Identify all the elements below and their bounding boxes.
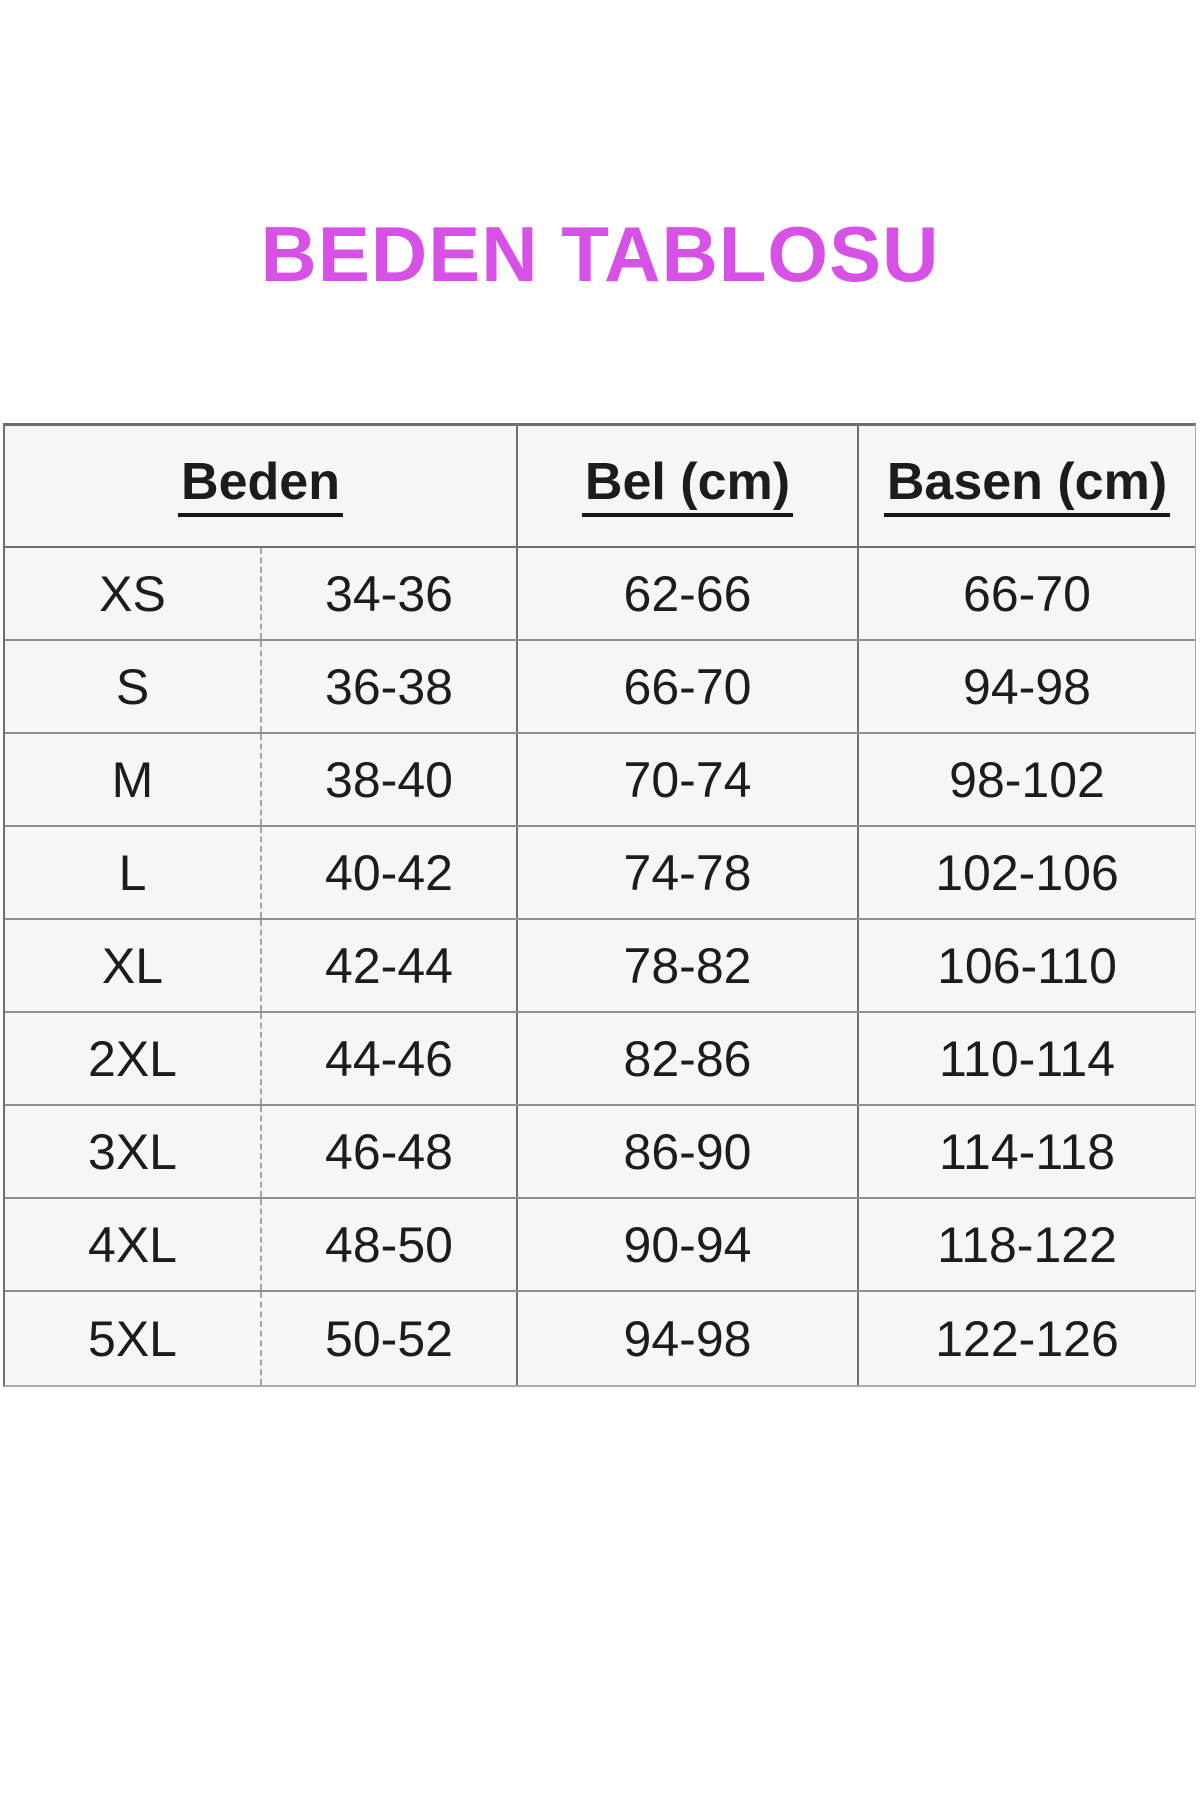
size-label-cell	[5, 827, 262, 918]
size-label: XS	[99, 565, 166, 622]
size-label: XL	[101, 937, 164, 994]
waist-value: 94-98	[623, 1310, 752, 1367]
column-header-bel	[518, 426, 859, 546]
table-row	[5, 641, 1195, 734]
hip-value: 106-110	[937, 937, 1117, 994]
table-row	[5, 734, 1195, 827]
size-range-cell	[262, 734, 518, 825]
column-header-beden	[5, 426, 518, 546]
size-label: M	[111, 751, 154, 808]
size-label-cell	[5, 1199, 262, 1290]
waist-cell	[518, 827, 859, 918]
size-label-cell	[5, 1292, 262, 1385]
table-row	[5, 1292, 1195, 1385]
size-label: L	[118, 844, 147, 901]
waist-cell	[518, 1199, 859, 1290]
waist-cell	[518, 1292, 859, 1385]
waist-cell	[518, 734, 859, 825]
waist-value: 78-82	[623, 937, 752, 994]
waist-value: 86-90	[623, 1123, 752, 1180]
hip-cell	[859, 1106, 1195, 1197]
size-range-value: 36-38	[325, 658, 453, 715]
waist-cell	[518, 920, 859, 1011]
size-table	[3, 423, 1196, 1387]
hip-cell	[859, 827, 1195, 918]
table-row	[5, 827, 1195, 920]
column-header-basen-label: Basen (cm)	[884, 456, 1170, 517]
size-range-cell	[262, 827, 518, 918]
size-label-cell	[5, 734, 262, 825]
waist-value: 82-86	[623, 1030, 752, 1087]
waist-cell	[518, 1013, 859, 1104]
waist-value: 62-66	[623, 565, 752, 622]
size-label-cell	[5, 1106, 262, 1197]
hip-value: 94-98	[963, 658, 1091, 715]
waist-value: 74-78	[623, 844, 752, 901]
size-label-cell	[5, 1013, 262, 1104]
column-header-bel-label: Bel (cm)	[582, 456, 793, 517]
waist-cell	[518, 548, 859, 639]
blank-area	[0, 1388, 1200, 1800]
size-range-value: 42-44	[325, 937, 453, 994]
size-range-value: 48-50	[325, 1216, 453, 1273]
page-title: BEDEN TABLOSU	[260, 210, 940, 298]
waist-cell	[518, 1106, 859, 1197]
hip-cell	[859, 548, 1195, 639]
hip-value: 110-114	[938, 1030, 1116, 1087]
table-header-row	[5, 426, 1195, 548]
size-range-value: 40-42	[325, 844, 453, 901]
hip-value: 66-70	[963, 565, 1091, 622]
hip-value: 98-102	[949, 751, 1105, 808]
size-range-cell	[262, 1292, 518, 1385]
size-range-cell	[262, 1013, 518, 1104]
column-header-basen	[859, 426, 1195, 546]
size-range-value: 44-46	[325, 1030, 453, 1087]
waist-value: 66-70	[623, 658, 752, 715]
size-range-cell	[262, 1199, 518, 1290]
size-range-value: 46-48	[325, 1123, 453, 1180]
hip-cell	[859, 1199, 1195, 1290]
size-range-value: 38-40	[325, 751, 453, 808]
table-row	[5, 920, 1195, 1013]
size-label: 3XL	[88, 1123, 177, 1180]
size-label: 4XL	[88, 1216, 177, 1273]
size-label-cell	[5, 548, 262, 639]
size-range-cell	[262, 920, 518, 1011]
table-row	[5, 548, 1195, 641]
hip-cell	[859, 1292, 1195, 1385]
size-label: 2XL	[88, 1030, 177, 1087]
table-row	[5, 1199, 1195, 1292]
hip-value: 114-118	[938, 1123, 1116, 1180]
size-label: 5XL	[88, 1310, 177, 1367]
size-range-cell	[262, 1106, 518, 1197]
hip-cell	[859, 641, 1195, 732]
hip-cell	[859, 920, 1195, 1011]
size-range-value: 34-36	[325, 565, 453, 622]
table-row	[5, 1013, 1195, 1106]
hip-cell	[859, 1013, 1195, 1104]
column-header-beden-label: Beden	[178, 456, 343, 517]
size-range-cell	[262, 548, 518, 639]
table-row	[5, 1106, 1195, 1199]
hip-value: 118-122	[937, 1216, 1117, 1273]
hip-cell	[859, 734, 1195, 825]
size-label-cell	[5, 920, 262, 1011]
size-range-cell	[262, 641, 518, 732]
waist-value: 90-94	[623, 1216, 752, 1273]
size-label-cell	[5, 641, 262, 732]
size-label: S	[115, 658, 150, 715]
hip-value: 102-106	[935, 844, 1119, 901]
hip-value: 122-126	[935, 1310, 1119, 1367]
waist-value: 70-74	[623, 751, 752, 808]
size-range-value: 50-52	[325, 1310, 453, 1367]
waist-cell	[518, 641, 859, 732]
